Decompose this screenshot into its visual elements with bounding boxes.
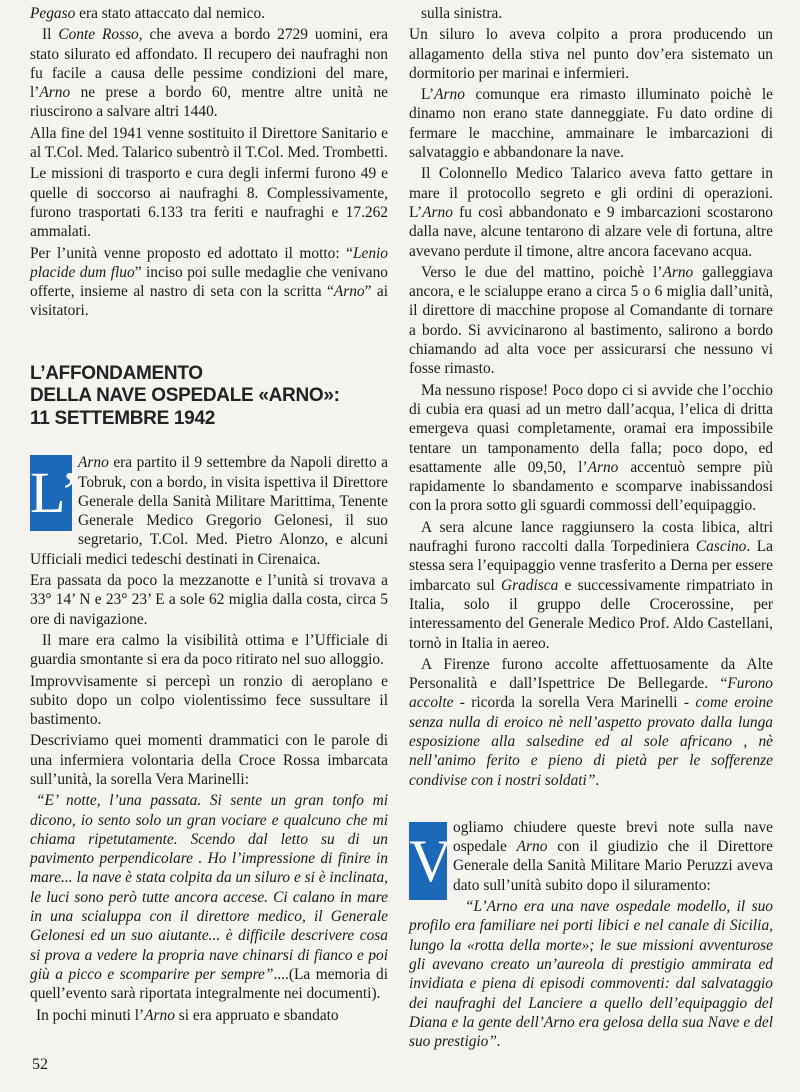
paragraph: Improvvisamente si percepì un ronzio di aeroplano e subito dopo un colpo violentissimo fece sussultare il bastimento. [30, 672, 388, 729]
paragraph: Pegaso era stato attaccato dal nemico. [30, 5, 266, 22]
paragraph: sulla sinistra. [421, 5, 503, 22]
paragraph: In pochi minuti l’Arno si era appruato e sbandato [36, 1006, 339, 1024]
paragraph: Alla fine del 1941 venne sostituito il Direttore Sanitario e al T.Col. Med. Talarico subentrò il T.Col. Med. Trombetti. [30, 124, 388, 162]
paragraph: Era passata da poco la mezzanotte e l’unità si trovava a 33° 14’ N e 23° 23’ E a sole 62 miglia dalla costa, circa 5 ore di navigazione. [30, 572, 388, 628]
paragraph: Descriviamo quei momenti drammatici con le parole di una infermiera volontaria della Croce Rossa imbarcata sull’unità, la sorella Vera Marinelli: [30, 732, 388, 788]
left-column [30, 4, 388, 1027]
section-heading: L’AFFONDAMENTO DELLA NAVE OSPEDALE «ARNO»: 11 SETTEMBRE 1942 [30, 362, 340, 429]
paragraph: L’ Arno era partito il 9 settembre da Napoli diretto a Tobruk, con a bordo, in visita ispettiva il Direttore Generale della Sanità Militare Marittima, Tenente Generale Medico Gregorio Gelonesi, il suo segretario, T.Col. Med. Pietro Alonzo, e alcuni Ufficiali medici tedeschi destinati in Cirenaica. [30, 454, 388, 568]
drop-cap: V [409, 822, 447, 900]
paragraph: Un siluro lo aveva colpito a prora producendo un allagamento della stiva nel punto dov’era sistemato un dormitorio per marinai e infermieri. [409, 26, 773, 82]
paragraph: Il Conte Rosso, che aveva a bordo 2729 uomini, era stato silurato ed affondato. Il recupero dei naufraghi non fu facile a causa delle pessime condizioni del mare, l’Arno ne prese a bordo 60, mentre altre unità ne riuscirono a salvare altri 1440. [30, 26, 388, 121]
paragraph: Per l’unità venne proposto ed adottato il motto: “Lenio placide dum fluo” inciso poi sulle medaglie che venivano offerte, insieme al nastro di seta con la scritta “Arno” ai visitatori. [30, 244, 388, 320]
spacer [409, 792, 773, 818]
paragraph: L’Arno comunque era rimasto illuminato poichè le dinamo non erano state danneggiate. Fu dato ordine di fermare le macchine, ammainare le imbarcazioni di salvataggio e abbandonare la nave. [409, 86, 773, 162]
drop-cap: L’ [30, 455, 72, 531]
quote: “E’ notte, l’una passata. Si sente un gran tonfo mi dicono, io sento solo un gran vociare e qualcuno che mi chiama ripetutamente. Scendo dal letto su di un pavimento perpendicolare . Ho l’impressione di finire in mare... la nave è stata colpita da un siluro e si è inclinata, le luci sono però tutte ancora accese. Ci calano in mare in una scialuppa con il direttore medico, il Generale Gelonesi ed un suo aiutante... è difficile descrivere cosa si prova a vedere la propria nave chinarsi di fianco e poi giù a picco e scomparire per sempre”....(La memoria di quell’evento sarà riportata integralmente nei documenti). [30, 792, 388, 1003]
paragraph: Il Colonnello Medico Talarico aveva fatto gettare in mare il protocollo segreto e gli ordini di operazioni. L’Arno fu così abbandonato e 9 imbarcazioni scostarono dalla nave, alcune tentarono di alzare vele di fortuna, altre avevano perdute il timone, altre ancora facevano acqua. [409, 165, 773, 260]
paragraph: V ogliamo chiudere queste brevi note sulla nave ospedale Arno con il giudizio che il Direttore Generale della Sanità Militare Mario Peruzzi aveva dato sull’unità subito dopo il siluramento: [409, 818, 773, 895]
paragraph: Verso le due del mattino, poichè l’Arno galleggiava ancora, e le scialuppe erano a circa 5 o 6 miglia dall’unità, il direttore di macchine propose al Comandante di tornare a bordo. Si avvicinarono al bastimento, salirono a bordo chiamando ad alta voce per assicurarsi che nessuno vi fosse rimasto. [409, 263, 773, 378]
paragraph: A Firenze furono accolte affettuosamente da Alte Personalità e dall’Ispettrice De Bellegarde. “Furono accolte - ricorda la sorella Vera Marinelli - come eroine senza nulla di eroico nè nell’aspetto provato dalla lunga esposizione alla salsedine ed al sole africano , nè nell’animo ferito e pieno di pietà per le sofferenze condivise con i nostri soldati”. [409, 655, 773, 789]
paragraph: Il mare era calmo la visibilità ottima e l’Ufficiale di guardia smontante si era da poco ritirato nel suo alloggio. [30, 631, 388, 669]
page-number: 52 [32, 1056, 48, 1073]
right-column [409, 4, 773, 1053]
paragraph: Ma nessuno rispose! Poco dopo ci si avvide che l’occhio di cubia era quasi ad un metro dall’acqua, l’elica di dritta emergeva quasi completamente, oramai era impossibile tentare un tamponamento della falla; poco dopo, ed esattamente alle 09,50, l’Arno accentuò sempre più rapidamente lo sbandamento e scomparve inabissandosi con la prora sotto gli sguardi commossi dell’equipaggio. [409, 381, 774, 515]
paragraph: Le missioni di trasporto e cura degli infermi furono 49 e quelle di soccorso ai naufraghi 8. Complessivamente, furono trasportati 6.133 tra feriti e naufraghi e 17.262 ammalati. [30, 165, 388, 241]
quote: “L’Arno era una nave ospedale modello, il suo profilo era familiare nei porti libici e nel canale di Sicilia, lungo la «rotta della morte»; le sue missioni avventurose gli avevano creato un’aureola di prestigio ammirata ed invidiata e piena di episodi commoventi: dal salvataggio dei naufraghi del Lanciere a quello dell’equipaggio del Diana e la gente dell’Arno era gelosa della sua Nave e del suo prestigio”. [409, 898, 773, 1051]
paragraph: A sera alcune lance raggiunsero la costa libica, altri naufraghi furono raccolti dalla Torpediniera Cascino. La stessa sera l’equipaggio venne trasferito a Derna per essere imbarcato sul Gradisca e successivamente rimpatriato in Italia, solo il gruppo delle Crocerossine, per interessamento del Generale Medico Prof. Aldo Castellani, tornò in Italia in aereo. [409, 518, 773, 652]
